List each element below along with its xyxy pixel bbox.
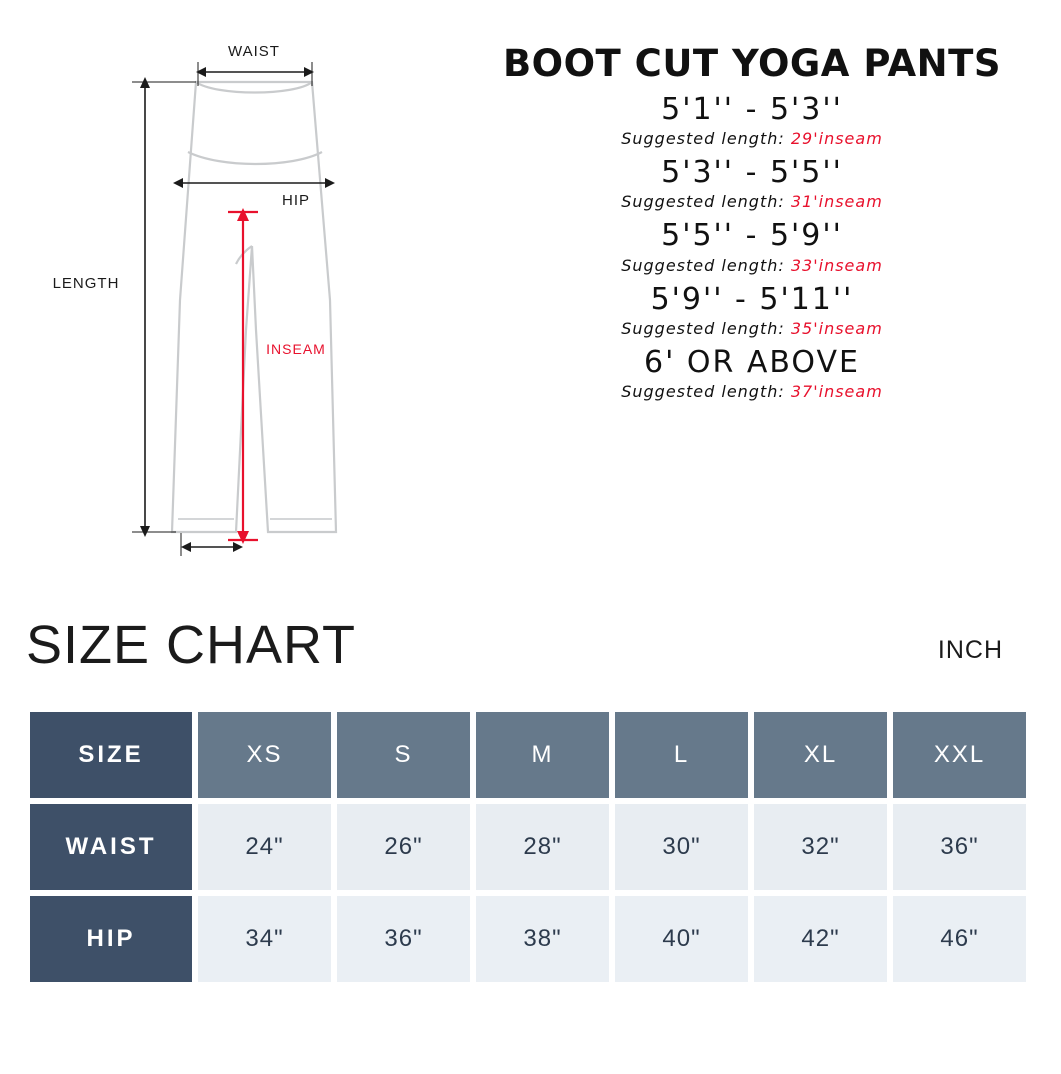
svg-text:WAIST: WAIST [228, 43, 280, 60]
suggested-length-value: 31'inseam [790, 192, 883, 212]
pants-measurement-diagram [0, 0, 470, 596]
svg-text:LENGTH: LENGTH [52, 275, 120, 292]
height-range: 5'5'' - 5'9'' [661, 218, 843, 254]
table-cell: 26" [337, 804, 470, 890]
row-header-hip: HIP [30, 896, 192, 982]
table-row [30, 804, 1026, 890]
table-header-xs: XS [198, 712, 331, 798]
table-cell: 28" [476, 804, 609, 890]
suggested-length-label: Suggested length: [621, 129, 785, 149]
table-cell: 40" [615, 896, 748, 982]
height-range: 5'3'' - 5'5'' [661, 154, 843, 190]
size-chart-header [0, 596, 1061, 706]
suggested-length [452, 192, 1052, 213]
table-header-xl: XL [754, 712, 887, 798]
height-range: 5'1'' - 5'3'' [661, 91, 843, 127]
table-row [30, 712, 1026, 798]
size-chart-table [24, 706, 1032, 988]
table-cell: 30" [615, 804, 748, 890]
suggested-length-value: 33'inseam [790, 255, 883, 275]
height-range: 5'9'' - 5'11'' [650, 281, 854, 317]
suggested-length [452, 382, 1052, 403]
table-cell: 36" [893, 804, 1026, 890]
table-cell: 36" [337, 896, 470, 982]
size-recommendations [452, 44, 1052, 405]
suggested-length [452, 319, 1052, 340]
suggested-length-label: Suggested length: [621, 382, 785, 402]
table-header-xxl: XXL [893, 712, 1026, 798]
table-cell: 24" [198, 804, 331, 890]
suggested-length-label: Suggested length: [621, 192, 785, 212]
suggested-length [452, 129, 1052, 150]
size-chart-section [0, 596, 1061, 1074]
suggested-length-value: 35'inseam [790, 319, 883, 339]
product-title: BOOT CUT YOGA PANTS [502, 42, 1002, 85]
table-row [30, 896, 1026, 982]
suggested-length-label: Suggested length: [621, 319, 785, 339]
svg-text:INSEAM: INSEAM [266, 341, 326, 357]
table-cell: 42" [754, 896, 887, 982]
table-cell: 32" [754, 804, 887, 890]
suggested-length-value: 29'inseam [790, 129, 883, 149]
height-range: 6' OR ABOVE [643, 344, 860, 380]
table-header-s: S [337, 712, 470, 798]
suggested-length-label: Suggested length: [621, 255, 785, 275]
table-cell: 38" [476, 896, 609, 982]
table-cell: 46" [893, 896, 1026, 982]
table-cell: 34" [198, 896, 331, 982]
suggested-length [452, 256, 1052, 277]
suggested-length-value: 37'inseam [790, 382, 883, 402]
table-header-l: L [615, 712, 748, 798]
page-title: SIZE CHART [26, 615, 357, 675]
unit-label: INCH [937, 636, 1003, 664]
table-header-m: M [476, 712, 609, 798]
svg-text:HIP: HIP [281, 192, 311, 209]
table-header-size: SIZE [30, 712, 192, 798]
row-header-waist: WAIST [30, 804, 192, 890]
